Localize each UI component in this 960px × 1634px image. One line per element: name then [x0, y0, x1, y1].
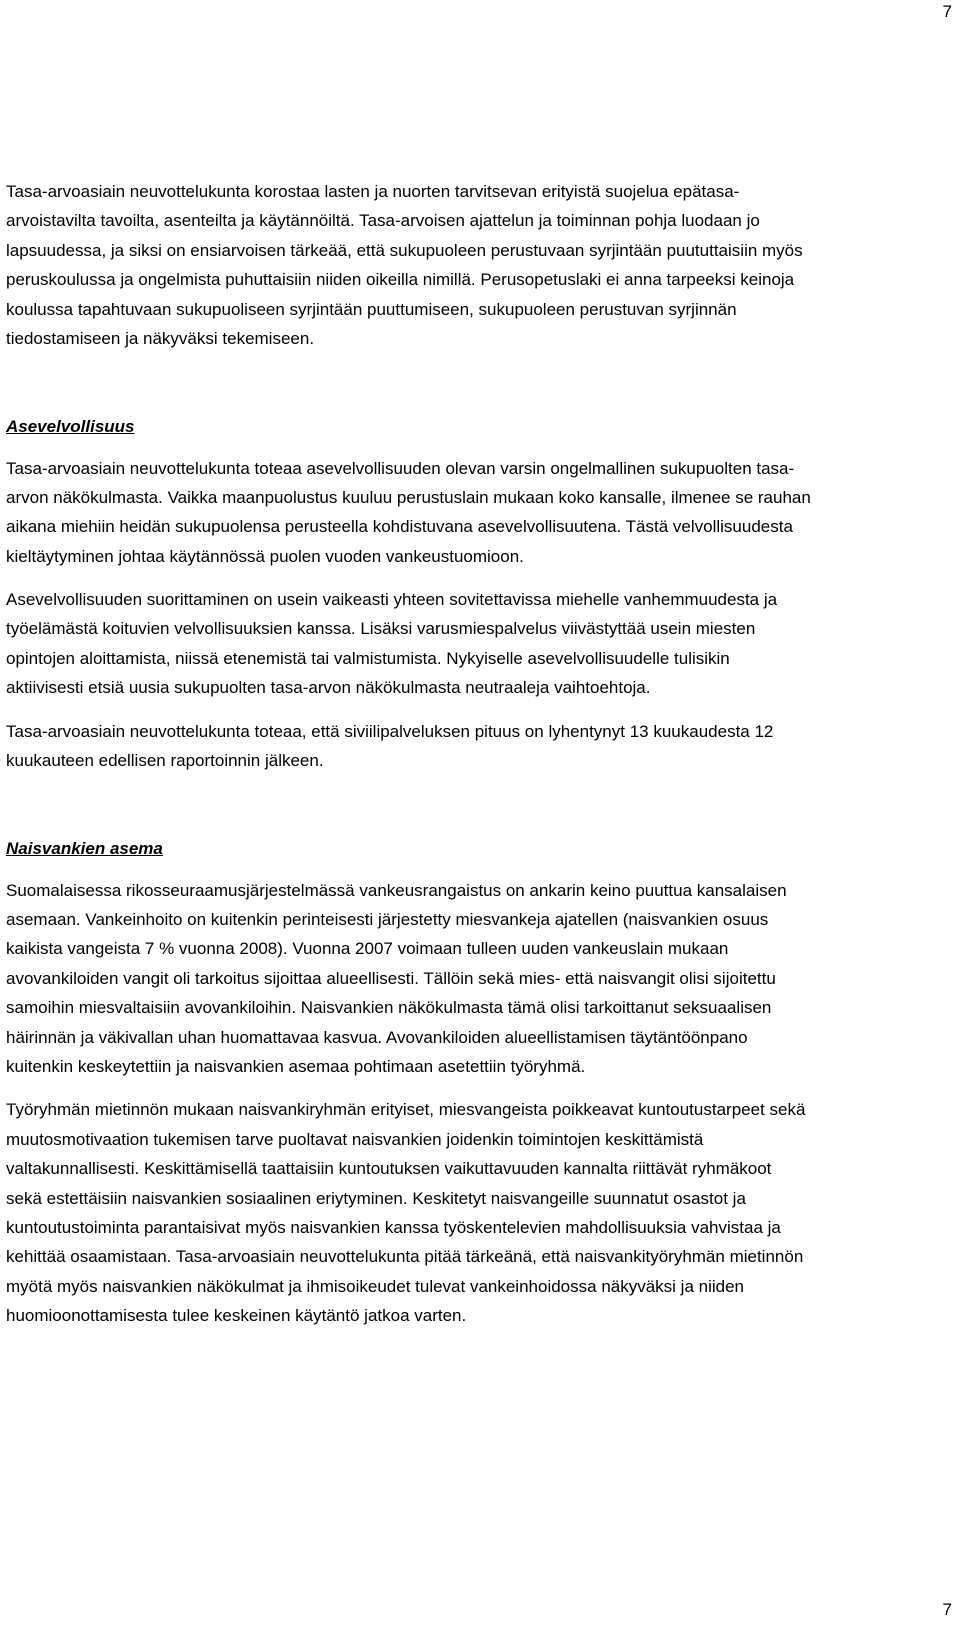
paragraph: [6, 585, 956, 703]
paragraph-intro: [6, 177, 956, 353]
text-line: aktiivisesti etsiä uusia sukupuolten tasa-arvon näkökulmasta neutraaleja vaihtoehtoja.: [6, 678, 651, 698]
text-line: Tasa-arvoasiain neuvottelukunta korostaa lasten ja nuorten tarvitsevan erityistä suojelua epätasa-: [6, 182, 740, 201]
document-body: [6, 177, 956, 1330]
paragraph: [6, 454, 956, 572]
text-line: huomioonottamisesta tulee keskeinen käytäntö jatkoa varten.: [6, 1306, 467, 1326]
text-line: Tasa-arvoasiain neuvottelukunta toteaa asevelvollisuuden olevan varsin ongelmallinen sukupuolten tasa-: [6, 458, 795, 478]
text-line: avovankiloiden vangit oli tarkoitus sijoittaa alueellisesti. Tällöin sekä mies- että naisvangit olisi sijoitettu: [6, 968, 776, 988]
text-line: tiedostamiseen ja näkyväksi tekemiseen.: [6, 328, 315, 348]
text-line: koulussa tapahtuvaan sukupuoliseen syrjintään puuttumiseen, sukupuoleen perustuvan syrjinnän: [6, 299, 737, 319]
section-heading-naisvankien-asema: Naisvankien asema: [6, 839, 163, 859]
page-number-bottom: 7: [942, 1600, 952, 1619]
section-heading-asevelvollisuus: Asevelvollisuus: [6, 417, 135, 437]
text-line: työelämästä koituvien velvollisuuksien kanssa. Lisäksi varusmiespalvelus viivästyttää usein miesten: [6, 619, 756, 639]
paragraph: [6, 1095, 956, 1330]
text-line: arvon näkökulmasta. Vaikka maanpuolustus kuuluu perustuslain mukaan koko kansalle, ilmenee se rauhan: [6, 487, 811, 507]
text-line: kehittää osaamistaan. Tasa-arvoasiain neuvottelukunta pitää tärkeänä, että naisvankityöryhmän mietinnön: [6, 1247, 804, 1267]
text-line: peruskoulussa ja ongelmista puhuttaisiin niiden oikeilla nimillä. Perusopetuslaki ei anna tarpeeksi keinoja: [6, 270, 795, 290]
text-line: kuitenkin keskeytettiin ja naisvankien asemaa pohtimaan asetettiin työryhmä.: [6, 1056, 586, 1076]
text-line: kuukauteen edellisen raportoinnin jälkeen.: [6, 751, 324, 771]
text-line: häirinnän ja väkivallan uhan huomattavaa kasvua. Avovankiloiden alueellistamisen täytäntöönpano: [6, 1027, 748, 1047]
page-number-top: 7: [942, 2, 952, 21]
text-line: valtakunnallisesti. Keskittämisellä taattaisiin kuntoutuksen vaikuttavuuden kannalta riittävät ryhmäkoot: [6, 1159, 772, 1179]
text-line: asemaan. Vankeinhoito on kuitenkin perinteisesti järjestetty miesvankeja ajatellen (naisvankien osuus: [6, 909, 769, 929]
text-line: kaikista vangeista 7 % vuonna 2008). Vuonna 2007 voimaan tulleen uuden vankeuslain mukaan: [6, 939, 729, 959]
text-line: opintojen aloittamista, niissä etenemistä tai valmistumista. Nykyiselle asevelvollisuudelle tulisikin: [6, 648, 730, 668]
text-line: arvoistavilta tavoilta, asenteilta ja käytännöiltä. Tasa-arvoisen ajattelun ja toiminnan pohja luodaan jo: [6, 211, 760, 231]
text-line: myötä myös naisvankien näkökulmat ja ihmisoikeudet tulevat vankeinhoidossa näkyväksi ja niiden: [6, 1276, 745, 1296]
text-line: lapsuudessa, ja siksi on ensiarvoisen tärkeää, että sukupuoleen perustuvaan syrjintään puututtaisiin myös: [6, 240, 803, 260]
text-line: Työryhmän mietinnön mukaan naisvankiryhmän erityiset, miesvangeista poikkeavat kuntoutustarpeet sekä: [6, 1100, 806, 1120]
text-line: Tasa-arvoasiain neuvottelukunta toteaa, että siviilipalveluksen pituus on lyhentynyt 13 kuukaudesta 12: [6, 721, 774, 741]
text-line: Asevelvollisuuden suorittaminen on usein vaikeasti yhteen sovitettavissa miehelle vanhemmuudesta ja: [6, 590, 778, 610]
text-line: aikana miehiin heidän sukupuolensa perusteella kohdistuvana asevelvollisuutena. Tästä velvollisuudesta: [6, 517, 793, 537]
text-line: kuntoutustoiminta parantaisivat myös naisvankien kanssa työskentelevien mahdollisuuksia vahvistaa ja: [6, 1217, 781, 1237]
text-line: kieltäytyminen johtaa käytännössä puolen vuoden vankeustuomioon.: [6, 546, 524, 566]
text-line: sekä estettäisiin naisvankien sosiaalinen eriytyminen. Keskitetyt naisvangeille suunnatut osastot ja: [6, 1188, 746, 1208]
text-line: muutosmotivaation tukemisen tarve puoltavat naisvankien joidenkin toimintojen keskittämistä: [6, 1129, 704, 1149]
paragraph: [6, 717, 956, 776]
paragraph: [6, 876, 956, 1082]
text-line: Suomalaisessa rikosseuraamusjärjestelmässä vankeusrangaistus on ankarin keino puuttua kansalaisen: [6, 880, 787, 900]
text-line: samoihin miesvaltaisiin avovankiloihin. Naisvankien näkökulmasta tämä olisi tarkoittanut seksuaalisen: [6, 998, 772, 1018]
